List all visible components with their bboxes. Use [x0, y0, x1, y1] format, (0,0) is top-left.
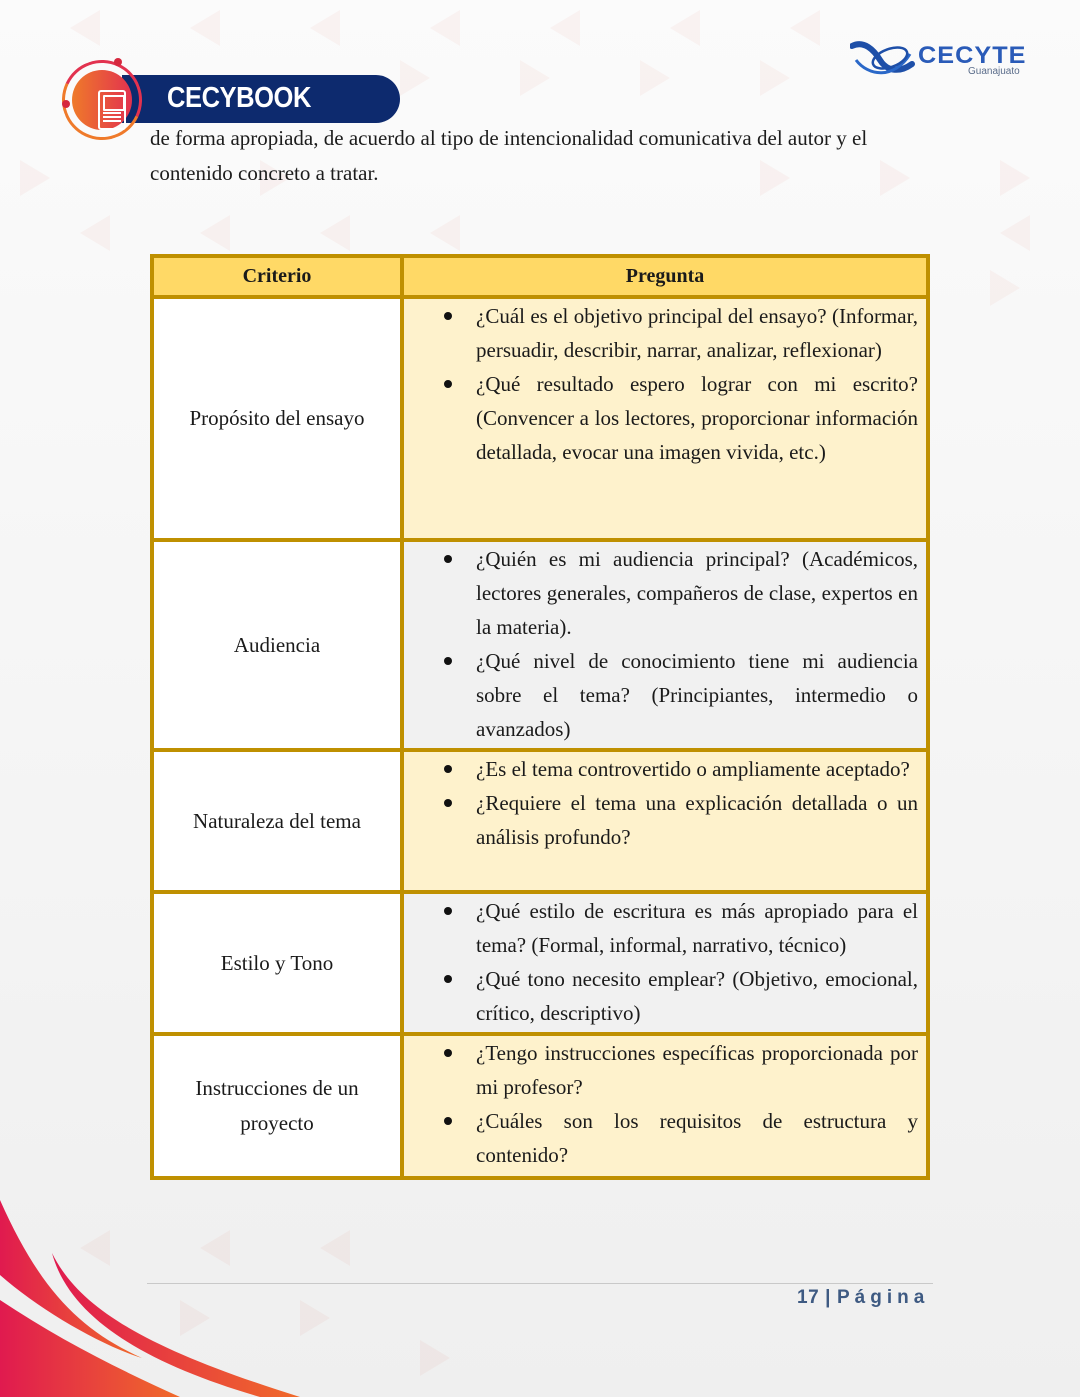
question-text: ¿Qué tono necesito emplear? (Objetivo, emocional, crítico, descriptivo) — [476, 967, 918, 1025]
question-text: ¿Requiere el tema una explicación detallada o un análisis profundo? — [476, 791, 918, 849]
intro-paragraph: de forma apropiada, de acuerdo al tipo de intencionalidad comunicativa del autor y el contenido concreto a tratar. — [150, 126, 868, 185]
table-row — [152, 1034, 928, 1178]
page-word: Página — [836, 1287, 930, 1308]
question-text: ¿Cuál es el objetivo principal del ensayo? (Informar, persuadir, describir, narrar, analizar, reflexionar) — [476, 304, 918, 362]
page-number-value: 17 — [797, 1287, 820, 1308]
question-item — [404, 962, 918, 1030]
page-number-separator: | — [825, 1287, 831, 1308]
table-row — [152, 297, 928, 540]
cecyte-swoosh-icon — [850, 40, 916, 80]
criteria-table — [150, 254, 930, 1180]
column-header-pregunta: Pregunta — [402, 256, 928, 297]
question-text: ¿Es el tema controvertido o ampliamente aceptado? — [476, 757, 910, 781]
table-header-row — [152, 256, 928, 297]
question-text: ¿Cuáles son los requisitos de estructura y contenido? — [476, 1109, 918, 1167]
table-row — [152, 892, 928, 1034]
question-text: ¿Qué nivel de conocimiento tiene mi audiencia sobre el tema? (Principiantes, intermedio o avanzados) — [476, 649, 918, 741]
pregunta-cell — [402, 540, 928, 750]
question-item — [404, 542, 918, 644]
bullet-icon — [444, 657, 452, 665]
question-text: ¿Quién es mi audiencia principal? (Académicos, lectores generales, compañeros de clase, expertos en la materia). — [476, 547, 918, 639]
question-item — [404, 644, 918, 746]
bullet-icon — [444, 555, 452, 563]
badge-dot — [114, 58, 122, 66]
badge-label: CECYBOOK — [167, 82, 311, 114]
bullet-icon — [444, 1049, 452, 1057]
bullet-icon — [444, 799, 452, 807]
question-item — [404, 894, 918, 962]
bullet-icon — [444, 1117, 452, 1125]
question-item — [404, 1104, 918, 1172]
criterio-cell: Audiencia — [152, 540, 402, 750]
criterio-cell: Naturaleza del tema — [152, 750, 402, 892]
pregunta-cell — [402, 750, 928, 892]
criterio-cell: Estilo y Tono — [152, 892, 402, 1034]
question-text: ¿Qué resultado espero lograr con mi escrito? (Convencer a los lectores, proporcionar información detallada, evocar una imagen vivida, etc.) — [476, 372, 918, 464]
table-row — [152, 540, 928, 750]
logo-name: CECYTE — [918, 42, 1027, 69]
bullet-icon — [444, 907, 452, 915]
pregunta-cell — [402, 297, 928, 540]
pregunta-cell — [402, 892, 928, 1034]
criterio-cell: Instrucciones de un proyecto — [152, 1034, 402, 1178]
decorative-swoosh — [0, 1180, 400, 1397]
question-item — [404, 752, 918, 786]
logo-subtitle: Guanajuato — [968, 66, 1020, 77]
column-header-criterio: Criterio — [152, 256, 402, 297]
question-text: ¿Qué estilo de escritura es más apropiado para el tema? (Formal, informal, narrativo, técnico) — [476, 899, 918, 957]
criterio-cell: Propósito del ensayo — [152, 297, 402, 540]
badge-dot — [62, 100, 70, 108]
question-item — [404, 367, 918, 469]
question-item — [404, 1036, 918, 1104]
bullet-icon — [444, 765, 452, 773]
question-item — [404, 786, 918, 854]
bullet-icon — [444, 975, 452, 983]
bullet-icon — [444, 312, 452, 320]
cecyte-logo — [850, 36, 1030, 84]
footer-divider — [147, 1283, 933, 1284]
badge-circle — [72, 70, 132, 130]
question-item — [404, 299, 918, 367]
table-row — [152, 750, 928, 892]
pregunta-cell — [402, 1034, 928, 1178]
ebook-icon — [98, 90, 126, 130]
question-text: ¿Tengo instrucciones específicas proporcionada por mi profesor? — [476, 1041, 918, 1099]
page-number — [797, 1287, 929, 1309]
bullet-icon — [444, 380, 452, 388]
